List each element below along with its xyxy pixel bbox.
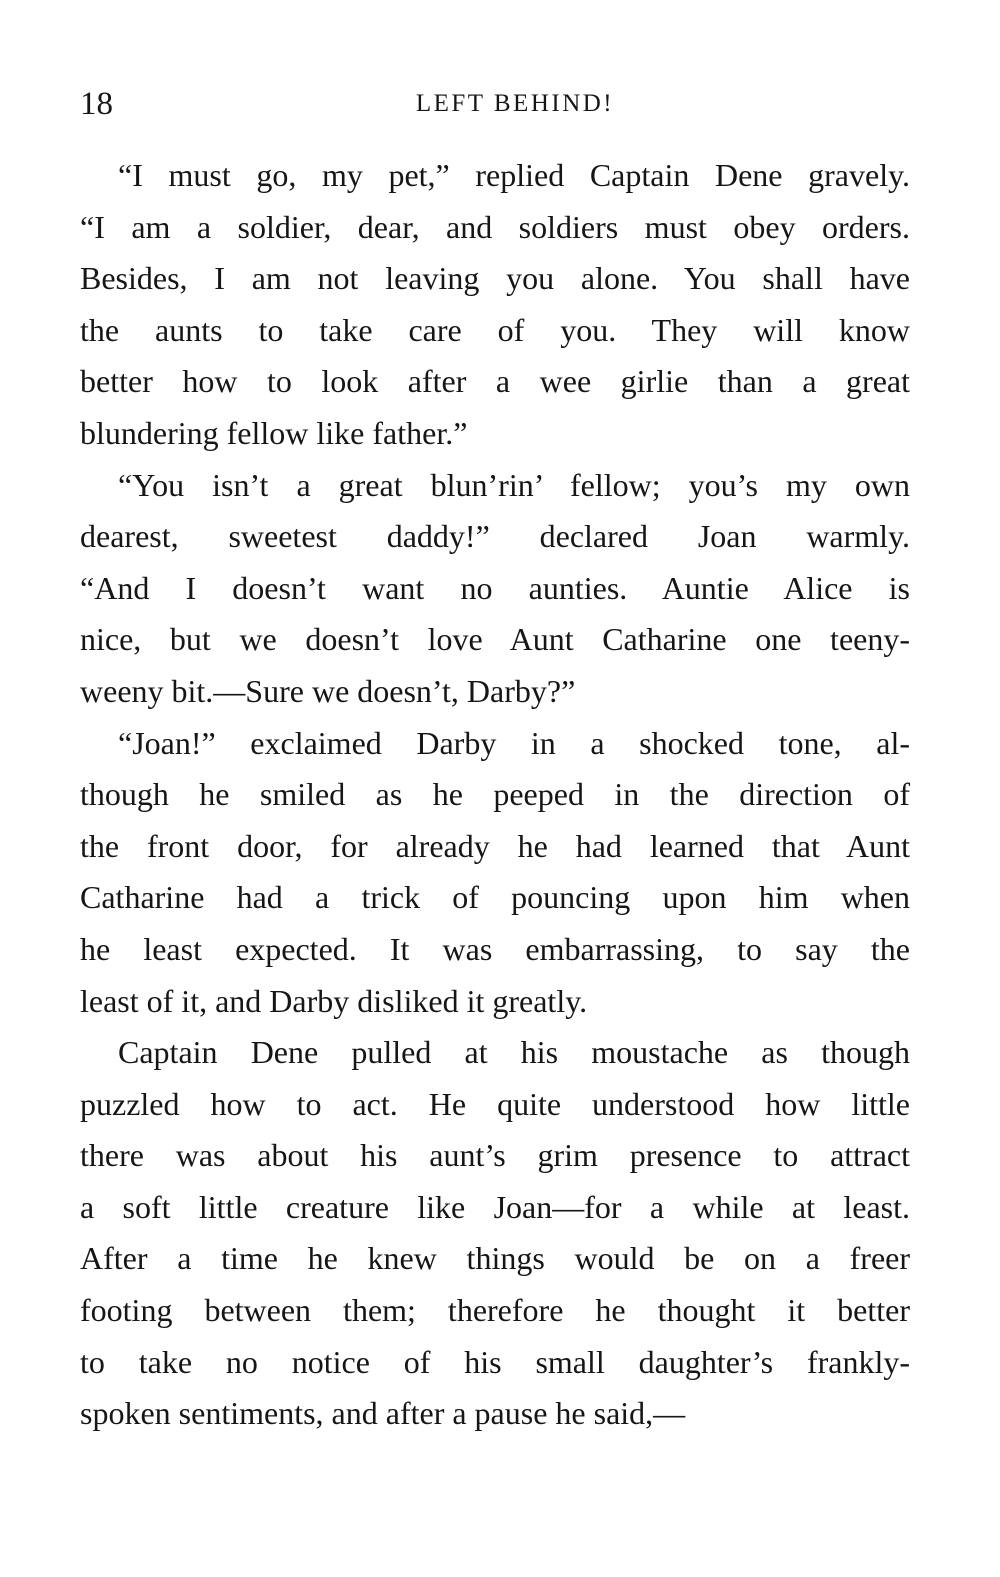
text-line: puzzled how to act. He quite understood how little — [80, 1085, 910, 1122]
text-line: “You isn’t a great blun’rin’ fellow; you’s my own — [118, 466, 910, 503]
page-number: 18 — [80, 86, 113, 122]
text-line: to take no notice of his small daughter’s frankly- — [80, 1343, 910, 1380]
running-head — [80, 76, 910, 126]
text-line: dearest, sweetest daddy!” declared Joan warmly. — [80, 518, 910, 555]
running-title: LEFT BEHIND! — [415, 90, 615, 117]
text-line: After a time he knew things would be on a freer — [80, 1240, 910, 1277]
text-line: a soft little creature like Joan—for a while at least. — [80, 1188, 910, 1225]
text-line: Captain Dene pulled at his moustache as though — [118, 1034, 910, 1071]
text-line: least of it, and Darby disliked it greatly. — [80, 982, 588, 1019]
text-line: though he smiled as he peeped in the direction of — [80, 776, 910, 813]
text-line: the aunts to take care of you. They will know — [80, 311, 910, 348]
text-line: the front door, for already he had learned that Aunt — [80, 827, 910, 864]
text-line: footing between them; therefore he thought it better — [80, 1292, 910, 1329]
text-line: “Joan!” exclaimed Darby in a shocked tone, al- — [118, 724, 910, 761]
paragraph — [80, 1027, 910, 1440]
paragraph — [80, 150, 910, 460]
body-text — [80, 150, 910, 1440]
text-line: Catharine had a trick of pouncing upon him when — [80, 879, 910, 916]
text-line: he least expected. It was embarrassing, to say the — [80, 930, 910, 967]
text-line: blundering fellow like father.” — [80, 414, 468, 451]
text-line: Besides, I am not leaving you alone. You shall have — [80, 260, 910, 297]
text-line: weeny bit.—Sure we doesn’t, Darby?” — [80, 672, 576, 709]
text-line: better how to look after a wee girlie than a great — [80, 363, 910, 400]
paragraph — [80, 460, 910, 718]
text-line: “I must go, my pet,” replied Captain Dene gravely. — [118, 157, 910, 193]
text-line: spoken sentiments, and after a pause he said,— — [80, 1395, 686, 1432]
paragraph — [80, 718, 910, 1028]
text-line: nice, but we doesn’t love Aunt Catharine one teeny- — [80, 621, 910, 658]
text-line: “And I doesn’t want no aunties. Auntie Alice is — [80, 569, 910, 606]
text-line: “I am a soldier, dear, and soldiers must obey orders. — [80, 208, 910, 245]
text-line: there was about his aunt’s grim presence to attract — [80, 1137, 910, 1174]
